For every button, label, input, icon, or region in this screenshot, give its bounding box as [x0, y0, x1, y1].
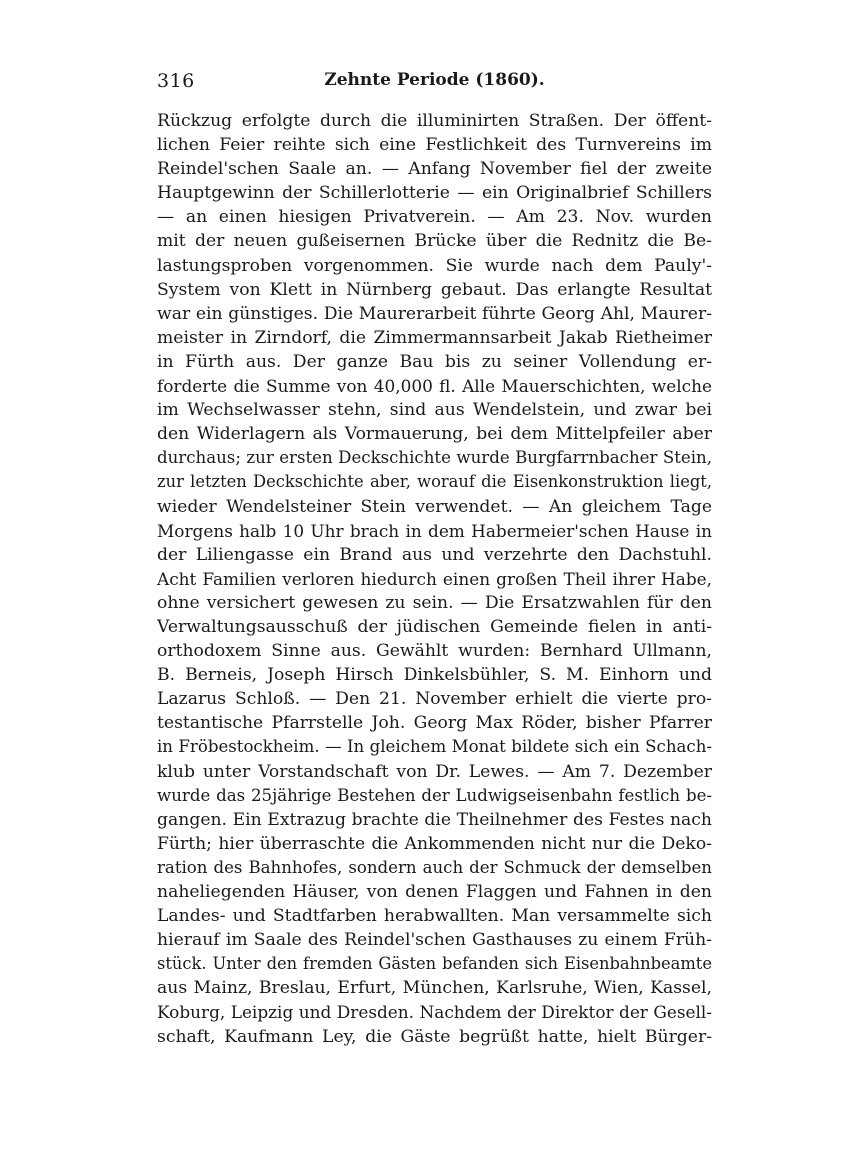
text-line: Fürth; hier überraschte die Ankommenden nicht nur die Deko-: [157, 833, 712, 854]
book-page: [157, 62, 712, 1102]
text-line: wurde das 25jährige Bestehen der Ludwigseisenbahn festlich be-: [157, 785, 712, 805]
page-header: [157, 62, 712, 102]
text-line: Koburg, Leipzig und Dresden. Nachdem der Direktor der Gesell-: [157, 1002, 712, 1023]
text-line: orthodoxem Sinne aus. Gewählt wurden: Bernhard Ullmann,: [157, 641, 712, 662]
text-line: — an einen hiesigen Privatverein. — Am 23. Nov. wurden: [157, 207, 712, 228]
running-title: Zehnte Periode (1860).: [324, 70, 545, 90]
text-line: durchaus; zur ersten Deckschichte wurde Burgfarrnbacher Stein,: [157, 448, 712, 468]
text-line: mit der neuen gußeisernen Brücke über die Rednitz die Be-: [157, 231, 712, 252]
text-line: Morgens halb 10 Uhr brach in dem Habermeier'schen Hause in: [157, 520, 712, 541]
text-line: Landes- und Stadtfarben herabwallten. Man versammelte sich: [157, 906, 712, 927]
text-line: ohne versichert gewesen zu sein. — Die Ersatzwahlen für den: [157, 592, 712, 613]
text-line: System von Klett in Nürnberg gebaut. Das erlangte Resultat: [157, 279, 712, 300]
text-line: forderte die Summe von 40,000 fl. Alle Mauerschichten, welche: [157, 376, 712, 397]
text-line: in Fröbestockheim. — In gleichem Monat bildete sich ein Schach-: [157, 737, 712, 757]
text-line: ration des Bahnhofes, sondern auch der Schmuck der demselben: [157, 857, 712, 877]
text-line: Rückzug erfolgte durch die illuminirten Straßen. Der öffent-: [157, 111, 712, 131]
text-line: meister in Zirndorf, die Zimmermannsarbeit Jakab Rietheimer: [157, 327, 712, 348]
body-text: [157, 109, 712, 1049]
text-line: gangen. Ein Extrazug brachte die Theilnehmer des Festes nach: [157, 809, 712, 830]
text-line: lichen Feier reihte sich eine Festlichkeit des Turnvereins im: [157, 135, 712, 156]
text-line: naheliegenden Häuser, von denen Flaggen und Fahnen in den: [157, 882, 712, 902]
text-line: testantische Pfarrstelle Joh. Georg Max Röder, bisher Pfarrer: [157, 713, 712, 734]
text-line: im Wechselwasser stehn, sind aus Wendelstein, und zwar bei: [157, 400, 712, 421]
text-line: Lazarus Schloß. — Den 21. November erhielt die vierte pro-: [157, 689, 712, 710]
text-line: Reindel'schen Saale an. — Anfang November fiel der zweite: [157, 159, 712, 180]
text-line: schaft, Kaufmann Ley, die Gäste begrüßt hatte, hielt Bürger-: [157, 1026, 712, 1047]
text-line: wieder Wendelsteiner Stein verwendet. — An gleichem Tage: [157, 496, 712, 517]
text-line: Acht Familien verloren hiedurch einen großen Theil ihrer Habe,: [157, 568, 712, 589]
text-line: hierauf im Saale des Reindel'schen Gasthauses zu einem Früh-: [157, 930, 712, 951]
text-line: in Fürth aus. Der ganze Bau bis zu seiner Vollendung er-: [157, 351, 712, 372]
text-line: lastungsproben vorgenommen. Sie wurde nach dem Pauly'-: [157, 255, 712, 276]
text-line: Verwaltungsausschuß der jüdischen Gemeinde fielen in anti-: [157, 616, 712, 637]
text-line: stück. Unter den fremden Gästen befanden sich Eisenbahnbeamte: [157, 954, 712, 974]
text-line: der Liliengasse ein Brand aus und verzehrte den Dachstuhl.: [157, 544, 712, 565]
text-line: den Widerlagern als Vormauerung, bei dem Mittelpfeiler aber: [157, 424, 712, 445]
text-line: aus Mainz, Breslau, Erfurt, München, Karlsruhe, Wien, Kassel,: [157, 978, 712, 999]
text-line: war ein günstiges. Die Maurerarbeit führte Georg Ahl, Maurer-: [157, 303, 712, 324]
text-line: B. Berneis, Joseph Hirsch Dinkelsbühler, S. M. Einhorn und: [157, 665, 712, 686]
text-line: zur letzten Deckschichte aber, worauf die Eisenkonstruktion liegt,: [157, 472, 712, 492]
text-line: klub unter Vorstandschaft von Dr. Lewes. — Am 7. Dezember: [157, 761, 712, 782]
text-line: Hauptgewinn der Schillerlotterie — ein Originalbrief Schillers: [157, 183, 712, 204]
page-number: 316: [157, 70, 195, 92]
